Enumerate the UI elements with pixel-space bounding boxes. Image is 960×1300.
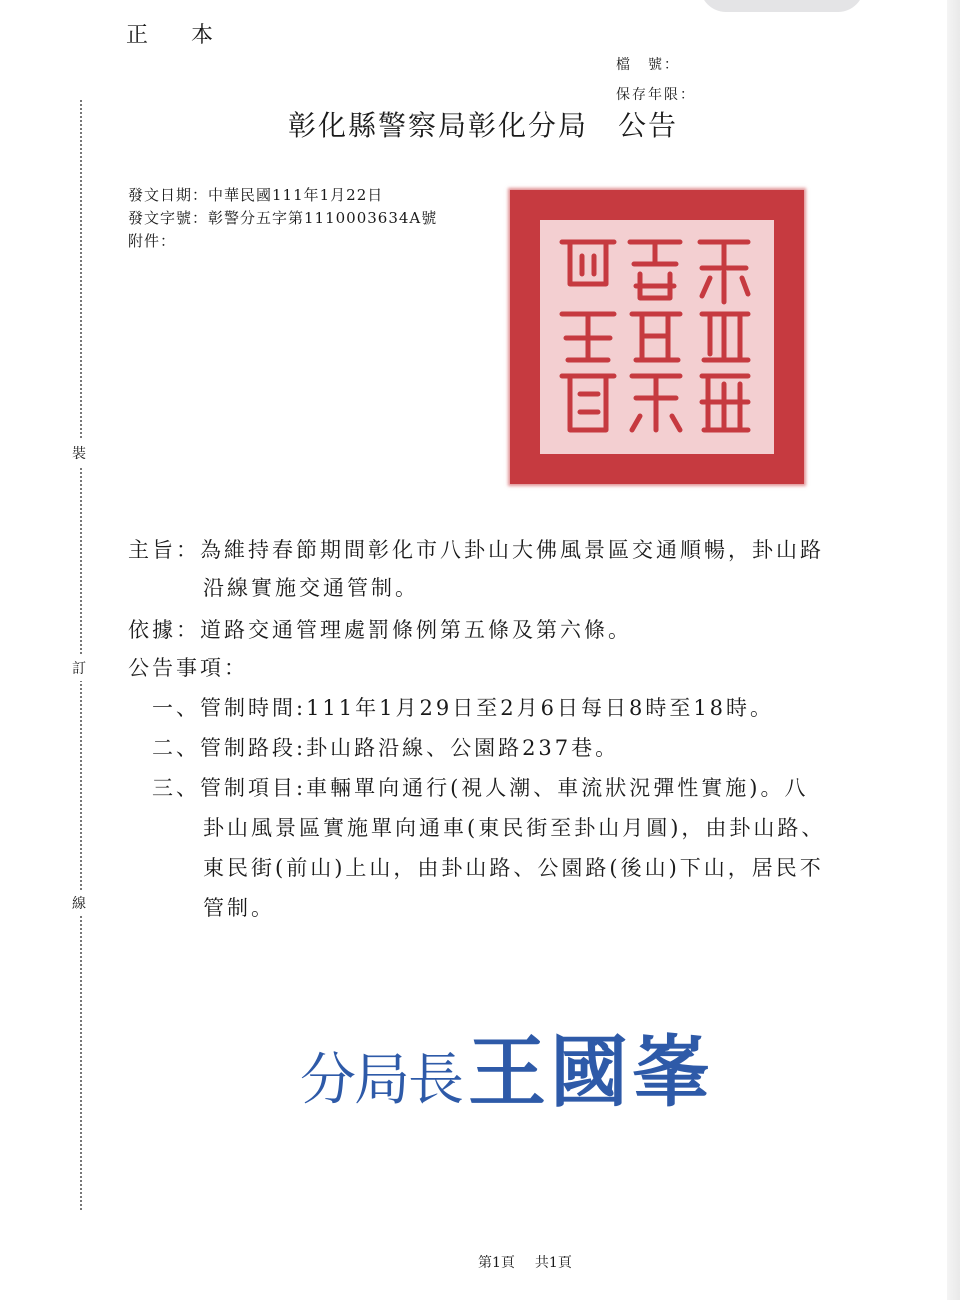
attachment-label: 附件： xyxy=(128,232,177,250)
page-current: 第1頁 xyxy=(478,1255,515,1271)
notice-item-2: 二、管制路段:卦山路沿線、公園路237巷。 xyxy=(152,736,620,760)
notice-item-3-line-4: 管制。 xyxy=(203,896,275,920)
notice-item-3-line-3: 東民街(前山)上山，由卦山路、公園路(後山)下山，居民不 xyxy=(203,856,824,880)
file-number-label: 檔 號： xyxy=(616,57,680,73)
binding-mark-line: 線 xyxy=(72,890,86,916)
agency-name: 彰化縣警察局彰化分局 xyxy=(288,109,589,142)
binding-mark-staple: 訂 xyxy=(72,655,86,681)
notice-item-3-line-1: 三、管制項目:車輛單向通行(視人潮、車流狀況彈性實施)。八 xyxy=(152,776,809,800)
notice-heading: 公告事項： xyxy=(128,656,248,680)
signature-name: 王國峯 xyxy=(468,1028,715,1118)
document-type: 公告 xyxy=(618,109,679,142)
basis-line: 依據：道路交通管理處罰條例第五條及第六條。 xyxy=(128,618,632,642)
notice-item-3-line-2: 卦山風景區實施單向通車(東民街至卦山月圓)，由卦山路、 xyxy=(203,816,826,840)
signature-title: 分局長 xyxy=(300,1048,462,1113)
subject-line-2: 沿線實施交通管制。 xyxy=(203,576,419,600)
binding-mark-bind: 裝 xyxy=(72,440,86,466)
subject-line-1: 主旨：為維持春節期間彰化市八卦山大佛風景區交通順暢，卦山路 xyxy=(128,538,824,562)
issue-date: 發文日期：中華民國111年1月22日 xyxy=(128,186,384,204)
window-pill xyxy=(700,0,864,12)
page-footer xyxy=(478,1252,572,1272)
signature-stamp xyxy=(300,1010,714,1122)
seal-glyphs xyxy=(550,230,764,444)
issue-number: 發文字號：彰警分五字第1110003634A號 xyxy=(128,209,438,227)
notice-item-1: 一、管制時間:111年1月29日至2月6日每日8時至18時。 xyxy=(152,696,775,720)
page-total: 共1頁 xyxy=(534,1255,572,1271)
page-title xyxy=(288,104,678,144)
official-seal xyxy=(510,190,804,484)
copy-label: 正 本 xyxy=(126,23,231,48)
page-edge xyxy=(947,0,960,1300)
retention-period-label: 保存年限： xyxy=(616,87,696,103)
